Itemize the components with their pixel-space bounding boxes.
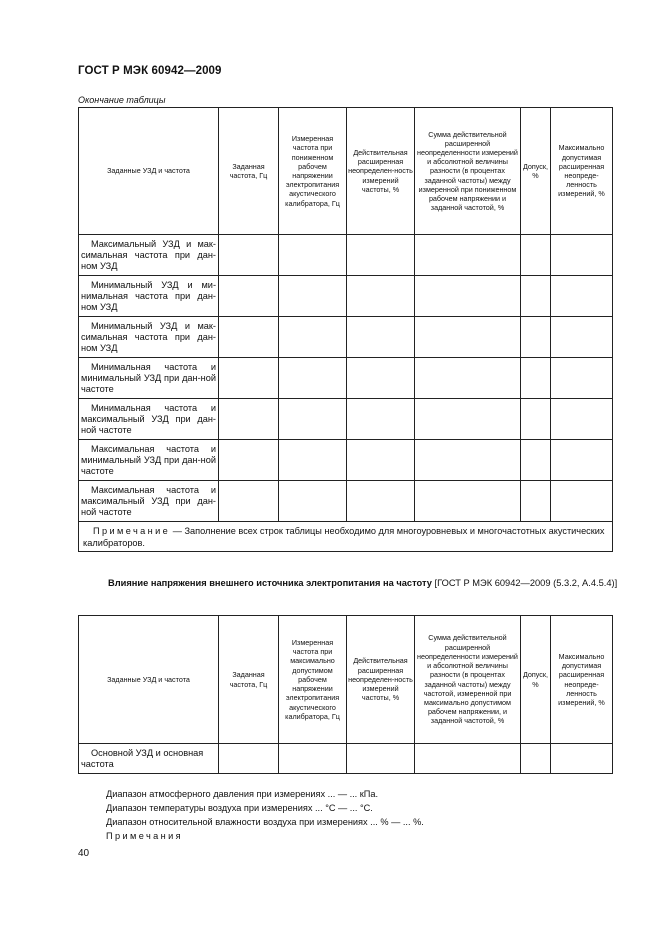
table-cell bbox=[279, 440, 347, 481]
table-cell bbox=[551, 481, 613, 522]
table-cell bbox=[415, 317, 521, 358]
row-label: Максимальная частота и минимальный УЗД при дан-ной частоте bbox=[81, 443, 216, 476]
table-row bbox=[79, 399, 613, 440]
column-header: Максимально допустимая расширенная неопреде-ленность измерений, % bbox=[551, 108, 613, 235]
table-cell bbox=[279, 276, 347, 317]
table-header-row bbox=[79, 616, 613, 744]
table-header-row bbox=[79, 108, 613, 235]
table-cell bbox=[219, 440, 279, 481]
table-cell bbox=[521, 744, 551, 774]
table-cell bbox=[551, 317, 613, 358]
table-cell bbox=[219, 276, 279, 317]
pressure-range: Диапазон атмосферного давления при измерениях ... — ... кПа. bbox=[106, 789, 379, 799]
table-cell bbox=[551, 358, 613, 399]
table-row bbox=[79, 235, 613, 276]
notes-label: Примечания bbox=[106, 831, 184, 841]
column-header: Заданная частота, Гц bbox=[219, 108, 279, 235]
row-label: Минимальная частота и минимальный УЗД при дан-ной частоте bbox=[81, 361, 216, 394]
section-heading bbox=[78, 577, 618, 590]
table-cell bbox=[415, 358, 521, 399]
humidity-range: Диапазон относительной влажности воздуха при измерениях ... % — ... %. bbox=[106, 817, 424, 827]
table-cell bbox=[347, 276, 415, 317]
table-cell bbox=[521, 440, 551, 481]
table-cell bbox=[279, 399, 347, 440]
table-cell bbox=[279, 481, 347, 522]
frequency-table-low-voltage bbox=[78, 107, 613, 552]
temperature-range: Диапазон температуры воздуха при измерениях ... °С — ... °С. bbox=[106, 803, 373, 813]
table-row bbox=[79, 481, 613, 522]
note-text: — Заполнение всех строк таблицы необходимо для многоуровневых и многочастотных акустических калибраторов. bbox=[83, 525, 605, 548]
frequency-table-max-voltage bbox=[78, 615, 613, 774]
table-cell bbox=[279, 744, 347, 774]
table-row bbox=[79, 276, 613, 317]
table-cell bbox=[347, 481, 415, 522]
column-header: Заданные УЗД и частота bbox=[79, 616, 219, 744]
row-label: Основной УЗД и основная частота bbox=[81, 747, 204, 769]
column-header: Действительная расширенная неопределен-ность измерений частоты, % bbox=[347, 616, 415, 744]
table-cell bbox=[521, 317, 551, 358]
column-header: Измеренная частота при пониженном рабочем напряжении электропитания акустического калибратора, Гц bbox=[279, 108, 347, 235]
table-cell bbox=[279, 317, 347, 358]
table-cell bbox=[219, 358, 279, 399]
table-cell bbox=[219, 744, 279, 774]
table-cell bbox=[347, 317, 415, 358]
row-label: Минимальный УЗД и мак-симальная частота при дан-ном УЗД bbox=[81, 320, 216, 353]
table-cell bbox=[347, 235, 415, 276]
table-cell bbox=[347, 358, 415, 399]
table-row bbox=[79, 440, 613, 481]
table-cell bbox=[219, 235, 279, 276]
row-label: Максимальная частота и максимальный УЗД при дан-ной частоте bbox=[81, 484, 216, 517]
table-cell bbox=[347, 744, 415, 774]
column-header: Допуск, % bbox=[521, 108, 551, 235]
table-cell bbox=[415, 481, 521, 522]
table-row bbox=[79, 317, 613, 358]
table-cell bbox=[219, 399, 279, 440]
column-header: Заданные УЗД и частота bbox=[79, 108, 219, 235]
table-cell bbox=[551, 276, 613, 317]
table-cell bbox=[521, 276, 551, 317]
section-reference: [ГОСТ Р МЭК 60942—2009 (5.3.2, А.4.5.4)] bbox=[431, 578, 618, 588]
table-row bbox=[79, 358, 613, 399]
table-cell bbox=[551, 744, 613, 774]
table-cell bbox=[521, 399, 551, 440]
table-note-row bbox=[79, 522, 613, 552]
table-cell bbox=[415, 235, 521, 276]
column-header: Заданная частота, Гц bbox=[219, 616, 279, 744]
table-cell bbox=[219, 317, 279, 358]
column-header: Сумма действительной расширенной неопределенности измерений и абсолютной величины разности (в процентах заданной частоты) между частотой, измеренной при максимально допустимом рабочем напряжении, и заданной частотой, % bbox=[415, 616, 521, 744]
table-cell bbox=[347, 399, 415, 440]
column-header: Измеренная частота при максимально допустимом рабочем напряжении электропитания акустического калибратора, Гц bbox=[279, 616, 347, 744]
row-label: Минимальный УЗД и ми-нимальная частота при дан-ном УЗД bbox=[81, 279, 216, 312]
table-cell bbox=[415, 276, 521, 317]
document-title: ГОСТ Р МЭК 60942—2009 bbox=[78, 65, 222, 77]
table-cell bbox=[551, 235, 613, 276]
table-cell bbox=[415, 744, 521, 774]
table-cell bbox=[551, 399, 613, 440]
table-row bbox=[79, 744, 613, 774]
table-cell bbox=[279, 358, 347, 399]
table-cell bbox=[521, 481, 551, 522]
table-cell bbox=[219, 481, 279, 522]
table-cell bbox=[521, 235, 551, 276]
table-cell bbox=[521, 358, 551, 399]
table-cell bbox=[347, 440, 415, 481]
column-header: Сумма действительной расширенной неопределенности измерений и абсолютной величины разности (в процентах заданной частоты) между измеренной при пониженном рабочем напряжении и заданной частотой, % bbox=[415, 108, 521, 235]
note-label: Примечание bbox=[93, 525, 171, 536]
table-cell bbox=[415, 399, 521, 440]
table-caption: Окончание таблицы bbox=[78, 95, 166, 105]
page-number: 40 bbox=[78, 848, 90, 859]
column-header: Максимально допустимая расширенная неопреде-ленность измерений, % bbox=[551, 616, 613, 744]
column-header: Действительная расширенная неопределен-ность измерений частоты, % bbox=[347, 108, 415, 235]
section-title: Влияние напряжения внешнего источника электропитания на частоту bbox=[108, 578, 432, 588]
table-cell bbox=[551, 440, 613, 481]
table-cell bbox=[279, 235, 347, 276]
table-cell bbox=[415, 440, 521, 481]
row-label: Минимальная частота и максимальный УЗД при дан-ной частоте bbox=[81, 402, 216, 435]
row-label: Максимальный УЗД и мак-симальная частота при дан-ном УЗД bbox=[81, 238, 216, 271]
column-header: Допуск, % bbox=[521, 616, 551, 744]
